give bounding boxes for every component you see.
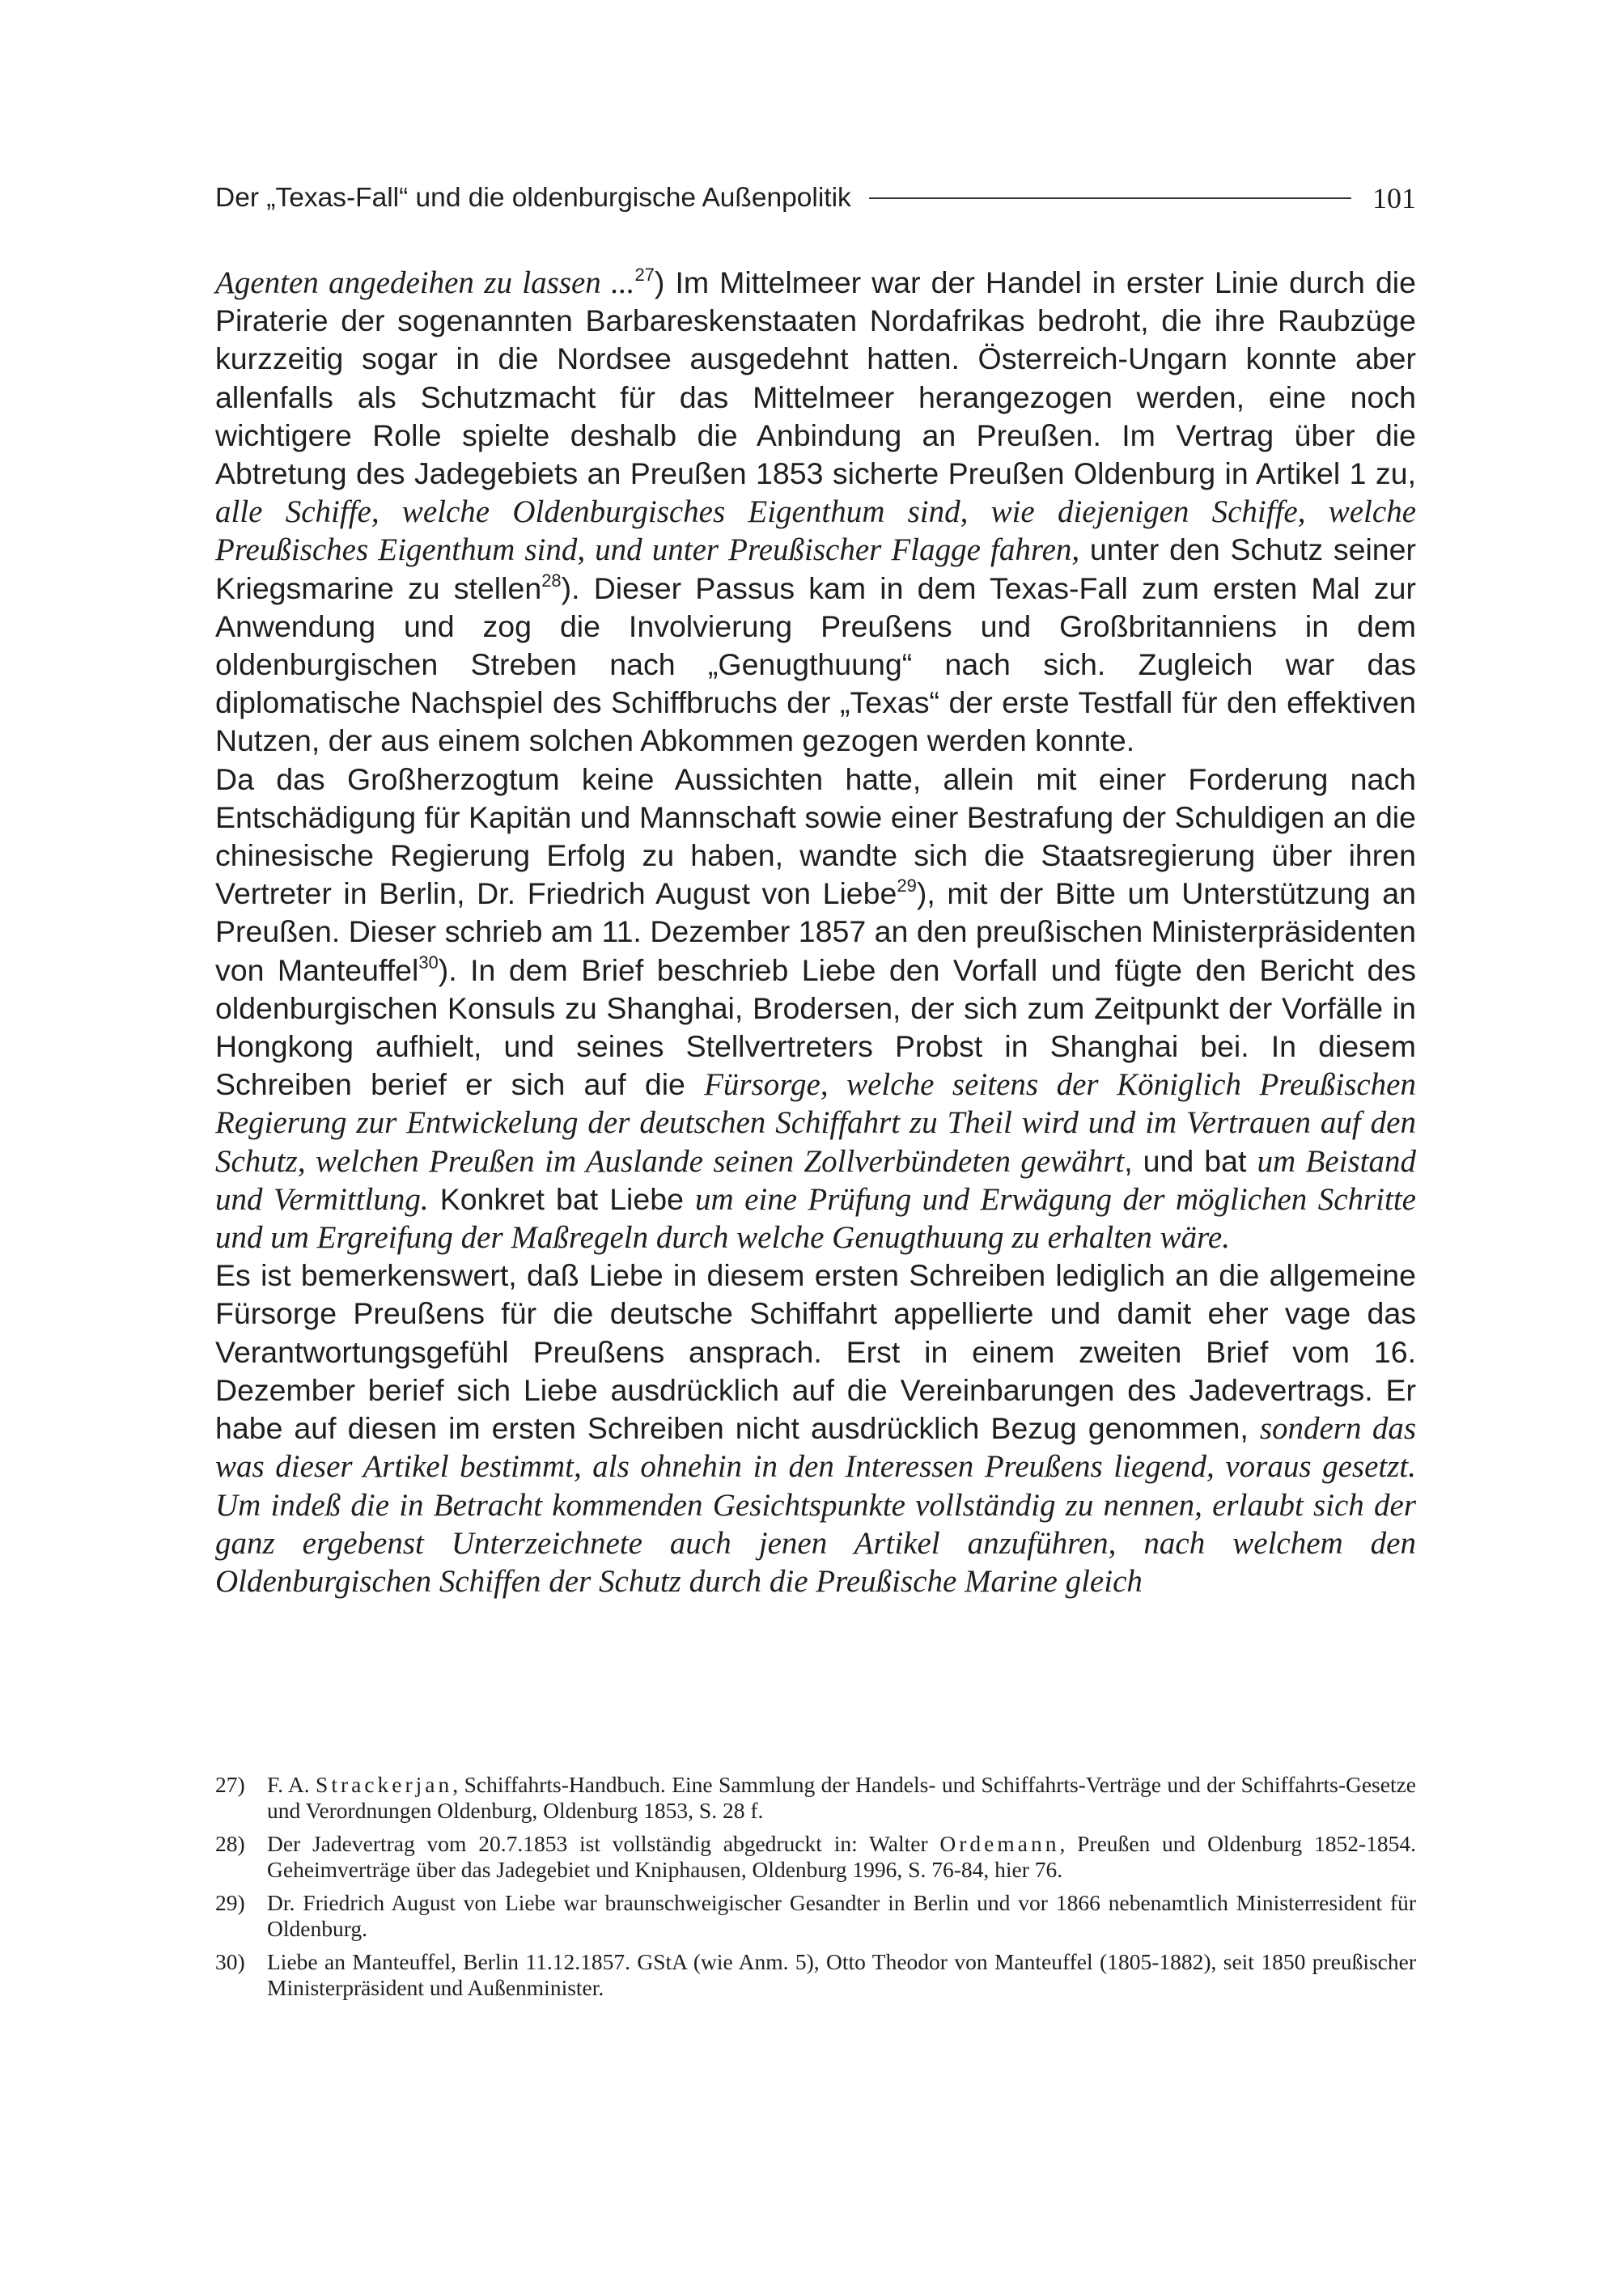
quote: alle Schiffe, welche Oldenburgisches Eigenthum sind, wie diejenigen Schiffe, welche Preußisches Eigenthum sind, und unter Preußischer Flagge fahren, — [215, 494, 1416, 568]
footnote-text: Dr. Friedrich August von Liebe war braunschweigischer Gesandter in Berlin und vor 1866 nebenamtlich Ministerresident für Oldenburg. — [267, 1890, 1416, 1941]
author-name: Ordemann — [939, 1831, 1060, 1856]
text: ), mit der Bitte um Unterstützung an Preußen. Dieser schrieb am 11. Dezember 1857 an den preußischen Ministerpräsidenten von Manteuffel — [215, 876, 1416, 987]
text: Es ist bemerkenswert, daß Liebe in diesem ersten Schreiben lediglich an die allgemeine Fürsorge Preußens für die deutsche Schiffahrt appellierte und damit eher vage das Verantwortungsgefühl Preußens ansprach. Erst in einem zweiten Brief vom 16. Dezember berief sich Liebe ausdrücklich auf die Vereinbarungen des Jadevertrags. Er habe auf diesen im ersten Schreiben nicht ausdrücklich Bezug genommen, — [215, 1258, 1416, 1446]
footnote-text: Der Jadevertrag vom 20.7.1853 ist vollständig abgedruckt in: Walter Ordemann, Preußen und Oldenburg 1852-1854. Geheimverträge über das Jadegebiet und Kniphausen, Oldenburg 1996, S. 76-84, hier 76. — [267, 1831, 1417, 1882]
text: ). In dem Brief beschrieb Liebe den Vorfall und fügte den Bericht des oldenburgischen Konsuls zu Shanghai, Brodersen, der sich zum Zeitpunkt der Vorfälle in Hongkong aufhielt, und seines Stellvertreters Probst in Shanghai bei. In diesem Schreiben berief er sich auf die — [215, 952, 1416, 1102]
footnote-text: F. A. Strackerjan, Schiffahrts-Handbuch. Eine Sammlung der Handels- und Schiffahrts-Verträge und der Schiffahrts-Gesetze und Verordnungen Oldenburg, Oldenburg 1853, S. 28 f. — [267, 1772, 1416, 1823]
body-text — [215, 264, 1416, 1600]
footnote-29 — [215, 1890, 1416, 1942]
text: , und bat — [1124, 1143, 1257, 1178]
quote: sondern das was dieser Artikel bestimmt, als ohnehin in den Interessen Preußens liegend, voraus gesetzt. Um indeß die in Betracht kommenden Gesichtspunkte vollständig zu nennen, erlaubt sich der ganz ergebenst Unterzeichnete auch jenen Artikel anzuführen, nach welchem den Oldenburgischen Schiffen der Schutz durch die Preußische Marine gleich — [215, 1411, 1416, 1599]
footnote-ref-27: 27 — [634, 265, 655, 285]
page-header — [215, 172, 1416, 225]
running-title: Der „Texas-Fall“ und die oldenburgische Außenpolitik — [215, 183, 851, 213]
text: ) Im Mittelmeer war der Handel in erster Linie durch die Piraterie der sogenannten Barbareskenstaaten Nordafrikas bedroht, die ihre Raubzüge kurzzeitig sogar in die Nordsee ausgedehnt hatten. Österreich-Ungarn konnte aber allenfalls als Schutzmacht für das Mittelmeer herangezogen werden, eine noch wichtigere Rolle spielte deshalb die Anbindung an Preußen. Im Vertrag über die Abtretung des Jadegebiets an Preußen 1853 sicherte Preußen Oldenburg in Artikel 1 zu, — [215, 265, 1416, 491]
footnote-ref-30: 30 — [418, 952, 439, 973]
footnotes — [215, 1772, 1416, 2008]
quote: Fürsorge, welche seitens der Königlich Preußischen Regierung zur Entwickelung der deutschen Schiffahrt zu Theil wird und im Vertrauen auf den Schutz, welchen Preußen im Auslande seinen Zollverbündeten gewährt — [215, 1067, 1416, 1179]
text: Konkret bat Liebe — [428, 1181, 696, 1216]
text: Da das Großherzogtum keine Aussichten hatte, allein mit einer Forderung nach Entschädigung für Kapitän und Mannschaft sowie einer Bestrafung der Schuldigen an die chinesische Regierung Erfolg zu haben, wandte sich die Staatsregierung über ihren Vertreter in Berlin, Dr. Friedrich August von Liebe — [215, 761, 1416, 911]
paragraph-1 — [215, 264, 1416, 761]
footnote-27 — [215, 1772, 1416, 1824]
footnote-28 — [215, 1831, 1416, 1883]
header-rule — [869, 197, 1351, 199]
footnote-number: 28) — [215, 1831, 245, 1856]
footnote-number: 29) — [215, 1890, 245, 1915]
footnote-ref-28: 28 — [541, 570, 562, 591]
text: unter den Schutz seiner Kriegsmarine zu stellen — [215, 532, 1416, 605]
paragraph-2 — [215, 761, 1416, 1257]
page-number: 101 — [1372, 182, 1416, 214]
footnote-number: 30) — [215, 1949, 245, 1974]
footnote-number: 27) — [215, 1772, 245, 1797]
quote: um Beistand und Vermittlung. — [215, 1143, 1416, 1217]
paragraph-3 — [215, 1257, 1416, 1600]
footnote-text: Liebe an Manteuffel, Berlin 11.12.1857. GStA (wie Anm. 5), Otto Theodor von Manteuffel (1805-1882), seit 1850 preußischer Ministerpräsident und Außenminister. — [267, 1949, 1416, 2000]
quote: um eine Prüfung und Erwägung der möglichen Schritte und um Ergreifung der Maßregeln durch welche Genugthuung zu erhalten wäre. — [215, 1181, 1416, 1256]
footnote-ref-29: 29 — [897, 875, 917, 896]
footnote-30 — [215, 1949, 1416, 2001]
quote: Agenten angedeihen zu lassen ... — [215, 265, 635, 300]
author-name: Strackerjan — [316, 1772, 453, 1797]
text: ). Dieser Passus kam in dem Texas-Fall zum ersten Mal zur Anwendung und zog die Involvierung Preußens und Großbritanniens in dem oldenburgischen Streben nach „Genugthuung“ nach sich. Zugleich war das diplomatische Nachspiel des Schiffbruchs der „Texas“ der erste Testfall für den effektiven Nutzen, der aus einem solchen Abkommen gezogen werden konnte. — [215, 570, 1416, 758]
